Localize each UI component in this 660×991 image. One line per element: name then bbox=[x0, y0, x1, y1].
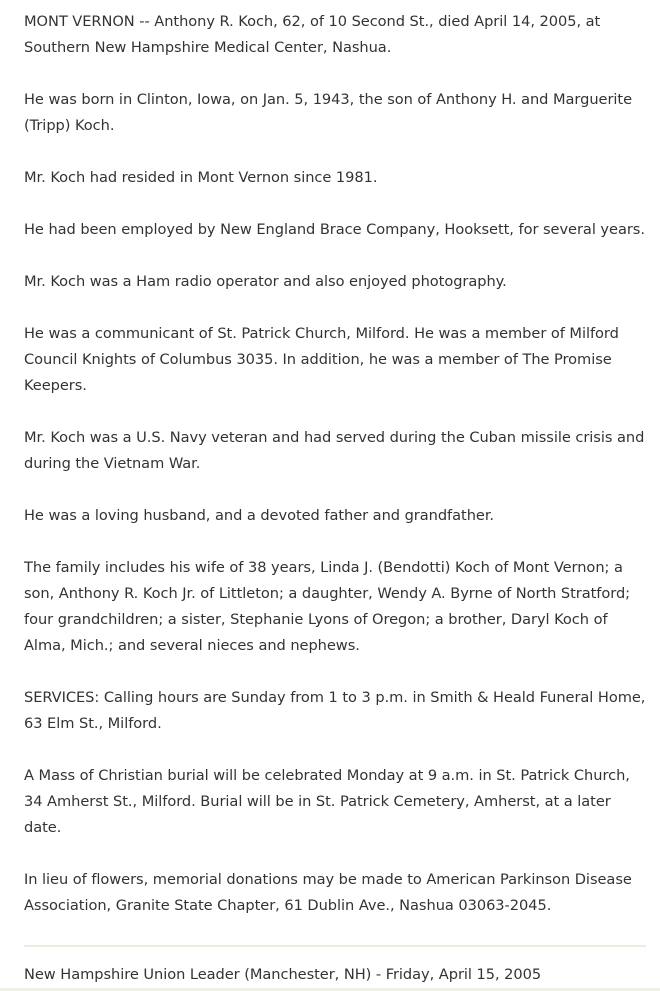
paragraph-birth: He was born in Clinton, Iowa, on Jan. 5, 1943, the son of Anthony H. and Marguerite (Tripp) Koch. bbox=[24, 91, 633, 134]
paragraph-military-service: Mr. Koch was a U.S. Navy veteran and had served during the Cuban missile crisis and during the Vietnam War. bbox=[24, 429, 645, 472]
paragraph-survivors: The family includes his wife of 38 years, Linda J. (Bendotti) Koch of Mont Vernon; a son, Anthony R. Koch Jr. of Littleton; a daughter, Wendy A. Byrne of North Stratford; four grandchildren; a sister, Stephanie Lyons of Oregon; a brother, Daryl Koch of Alma, Mich.; and several nieces and nephews. bbox=[24, 559, 631, 654]
paragraph-hobbies: Mr. Koch was a Ham radio operator and also enjoyed photography. bbox=[24, 273, 507, 290]
paragraph-residence: Mr. Koch had resided in Mont Vernon since 1981. bbox=[24, 169, 378, 186]
paragraph-services: SERVICES: Calling hours are Sunday from 1 to 3 p.m. in Smith & Heald Funeral Home, 63 Elm St., Milford. bbox=[24, 689, 646, 732]
paragraph-donations: In lieu of flowers, memorial donations may be made to American Parkinson Disease Association, Granite State Chapter, 61 Dublin Ave., Nashua 03063-2045. bbox=[24, 871, 632, 914]
paragraph-death-notice: MONT VERNON -- Anthony R. Koch, 62, of 10 Second St., died April 14, 2005, at Southern New Hampshire Medical Center, Nashua. bbox=[24, 13, 601, 56]
paragraph-church-membership: He was a communicant of St. Patrick Church, Milford. He was a member of Milford Council Knights of Columbus 3035. In addition, he was a member of The Promise Keepers. bbox=[24, 325, 619, 394]
paragraph-employment: He had been employed by New England Brace Company, Hooksett, for several years. bbox=[24, 221, 645, 238]
divider bbox=[24, 945, 646, 947]
paragraph-family-role: He was a loving husband, and a devoted father and grandfather. bbox=[24, 507, 495, 524]
source-citation: New Hampshire Union Leader (Manchester, NH) - Friday, April 15, 2005 bbox=[24, 966, 542, 983]
paragraph-mass-burial: A Mass of Christian burial will be celebrated Monday at 9 a.m. in St. Patrick Church, 34 Amherst St., Milford. Burial will be in St. Patrick Cemetery, Amherst, at a later date. bbox=[24, 767, 630, 836]
obituary-article bbox=[24, 9, 646, 988]
